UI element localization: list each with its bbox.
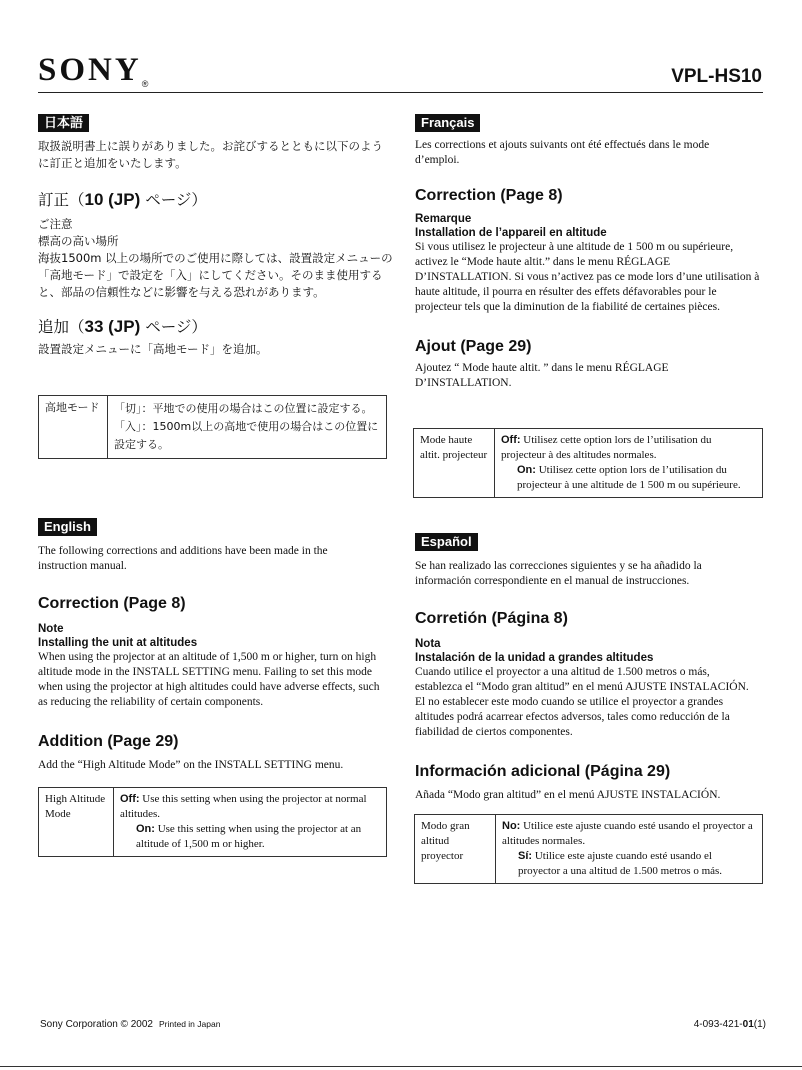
spanish-option-off (502, 819, 756, 849)
title-page: 10 (JP) (84, 190, 141, 209)
off-text: Utilisez cette option lors de l’utilisation du projecteur à des altitudes normales. (501, 434, 712, 461)
title-suffix: ページ） (140, 318, 207, 336)
spanish-body: Cuando utilice el proyector a una altitud de 1.500 metros o más, establezca el “Modo gran altitud” en el menú AJUSTE INSTALACIÓN. El no establecer este modo cuando se utilice el proyector a grandes altitudes podrá acarrear efectos adversos, tales como reducción de la fiabilidad de ciertos componentes. (415, 666, 749, 738)
english-subhead: Installing the unit at altitudes (38, 637, 198, 649)
page-bottom-rule (0, 1066, 802, 1067)
french-addition-title: Ajout (Page 29) (415, 338, 532, 355)
english-option-off (120, 792, 380, 822)
french-subhead: Installation de l’appareil en altitude (415, 227, 607, 239)
japanese-note: ご注意 (38, 217, 73, 231)
japanese-intro: 取扱説明書上に誤りがありました。お詫びするとともに以下のように訂正と追加をいたします。 (38, 139, 383, 170)
on-key: Sí: (518, 850, 533, 862)
japanese-addition-title (38, 317, 398, 337)
printed-in: Printed in Japan (159, 1019, 221, 1029)
french-note: Remarque (415, 213, 472, 225)
title-suffix: ページ） (140, 191, 207, 209)
english-note: Note (38, 623, 64, 635)
french-tag: Français (415, 114, 480, 132)
french-correction-title: Correction (Page 8) (415, 187, 563, 204)
off-key: Off: (501, 434, 521, 446)
japanese-table-label: 高地モード (39, 396, 108, 459)
title-prefix: 訂正（ (38, 191, 85, 209)
english-tag: English (38, 518, 97, 536)
spanish-addition-title: Información adicional (Página 29) (415, 763, 671, 780)
on-key: On: (136, 823, 155, 835)
french-addition-body: Ajoutez “ Mode haute altit. ” dans le menu RÉGLAGE D’INSTALLATION. (415, 362, 669, 389)
japanese-addition-body: 設置設定メニューに「高地モード」を追加。 (38, 342, 268, 356)
french-option-off (501, 433, 756, 463)
japanese-correction-title (38, 190, 398, 210)
spanish-table-options (496, 815, 763, 884)
registered-mark: ® (141, 79, 149, 89)
spanish-tag: Español (415, 533, 478, 551)
spanish-note: Nota (415, 638, 441, 650)
japanese-section (38, 114, 398, 358)
english-table-options (114, 788, 387, 857)
japanese-tag: 日本語 (38, 114, 89, 132)
japanese-body: 海抜1500m 以上の場所でのご使用に際しては、設置設定メニューの「高地モード」で設定を「入」にしてください。そのまま使用すると、部品の信頼性などに影響を与える恐れがあります。 (38, 251, 393, 299)
japanese-subhead: 標高の高い場所 (38, 234, 119, 248)
english-table-label: High Altitude Mode (39, 788, 114, 857)
english-body: When using the projector at an altitude of 1,500 m or higher, turn on high altitude mode in the INSTALL SETTING menu. Failing to set this mode when using the projector at high altitudes could have adverse effects, such as reducing the reliability of certain components. (38, 651, 380, 708)
title-page: 33 (JP) (84, 317, 141, 336)
french-body: Si vous utilisez le projecteur à une altitude de 1 500 m ou supérieure, activez le “Mode haute altit.” dans le menu RÉGLAGE D’INSTALLATION. Si vous n’activez pas ce mode lors d’une utilisation à haute altitude, il pourra en résulter des effets défavorables pour le projecteur tels que la diminution de la fiabilité de certaines pièces. (415, 241, 760, 313)
footer-left (40, 1019, 220, 1030)
english-section (38, 518, 398, 773)
model-number: VPL-HS10 (671, 66, 762, 87)
spanish-section (415, 533, 763, 803)
japanese-setting-table (38, 395, 387, 459)
header-divider (38, 92, 763, 93)
japanese-option-off: 「切」：平地での使用の場合はこの位置に設定する。 (114, 402, 373, 415)
on-text: Utilisez cette option lors de l’utilisation du projecteur à une altitude de 1 500 m ou supérieure. (517, 464, 741, 491)
code-prefix: 4-093-421- (693, 1019, 743, 1030)
english-intro: The following corrections and additions have been made in the instruction manual. (38, 545, 328, 572)
spanish-subhead: Instalación de la unidad a grandes altitudes (415, 652, 654, 664)
off-text: Use this setting when using the projector at normal altitudes. (120, 793, 367, 820)
on-key: On: (517, 464, 536, 476)
spanish-setting-table (414, 814, 763, 884)
code-suffix: (1) (753, 1019, 766, 1030)
japanese-option-on: 「入」：1500m以上の高地で使用の場合はこの位置に設定する。 (114, 420, 379, 451)
off-key: Off: (120, 793, 140, 805)
document-code (694, 1019, 766, 1030)
copyright: Sony Corporation © 2002 (40, 1019, 153, 1030)
spanish-table-label: Modo gran altitud proyector (415, 815, 496, 884)
on-text: Use this setting when using the projector at an altitude of 1,500 m or higher. (136, 823, 362, 850)
english-option-on (120, 822, 380, 852)
french-table-options (495, 429, 763, 498)
japanese-table-options (108, 396, 387, 459)
code-revision: 01 (742, 1019, 754, 1030)
english-addition-body: Add the “High Altitude Mode” on the INSTALL SETTING menu. (38, 759, 344, 771)
off-text: Utilice este ajuste cuando esté usando el proyector a altitudes normales. (502, 820, 753, 847)
french-table-label: Mode haute altit. projecteur (414, 429, 495, 498)
french-section (415, 114, 763, 391)
spanish-correction-title: Corretión (Página 8) (415, 610, 568, 627)
title-prefix: 追加（ (38, 318, 85, 336)
off-key: No: (502, 820, 521, 832)
brand-name: SONY (38, 52, 142, 88)
english-correction-title: Correction (Page 8) (38, 595, 186, 612)
spanish-intro: Se han realizado las correcciones siguientes y se ha añadido la información correspondiente en el manual de instrucciones. (415, 560, 702, 587)
french-setting-table (413, 428, 763, 498)
english-addition-title: Addition (Page 29) (38, 733, 179, 750)
french-option-on (501, 463, 756, 493)
spanish-addition-body: Añada “Modo gran altitud” en el menú AJUSTE INSTALACIÓN. (415, 789, 721, 801)
english-setting-table (38, 787, 387, 857)
french-intro: Les corrections et ajouts suivants ont été effectués dans le mode d’emploi. (415, 139, 710, 166)
spanish-option-on (502, 849, 756, 879)
on-text: Utilice este ajuste cuando esté usando el proyector a una altitud de 1.500 metros o más. (518, 850, 723, 877)
sony-logo (38, 52, 148, 88)
